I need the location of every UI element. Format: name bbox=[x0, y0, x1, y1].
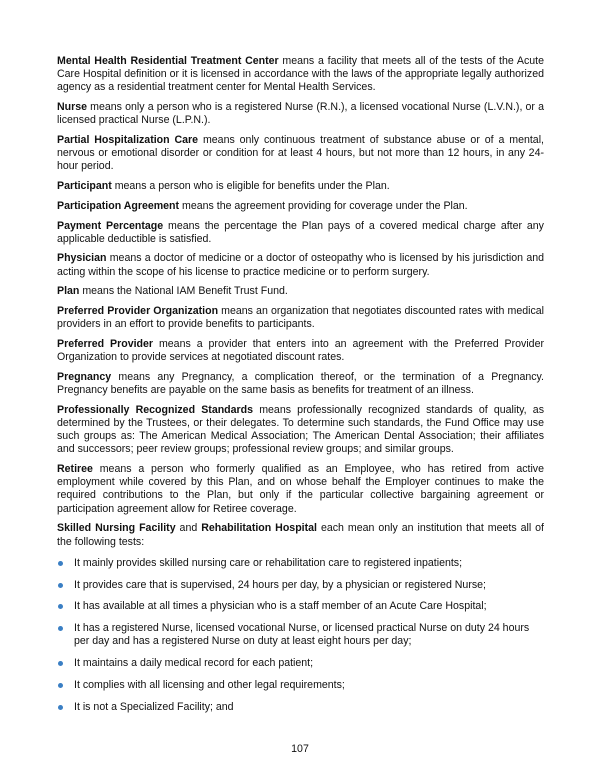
definition-term: Skilled Nursing Facility bbox=[57, 522, 176, 535]
list-item-text: It provides care that is supervised, 24 hours per day, by a physician or registered Nurse; bbox=[74, 578, 486, 591]
bullet-icon bbox=[58, 604, 63, 609]
list-item-text: It maintains a daily medical record for each patient; bbox=[74, 657, 314, 670]
definition-text: means a doctor of medicine or a doctor of osteopathy who is licensed by his jurisdiction and acting within the scope of his license to practice medicine or to perform surgery. bbox=[57, 252, 544, 278]
requirements-list bbox=[57, 557, 544, 714]
list-item bbox=[57, 557, 544, 570]
definition-paragraph bbox=[57, 55, 544, 95]
definition-term: Pregnancy bbox=[57, 370, 112, 383]
definition-term: Retiree bbox=[57, 463, 93, 476]
definition-term: Payment Percentage bbox=[57, 219, 164, 232]
definition-paragraph bbox=[57, 200, 544, 213]
bullet-icon bbox=[58, 561, 63, 566]
list-item bbox=[57, 600, 544, 613]
bullet-icon bbox=[58, 705, 63, 710]
definition-text: each mean only an institution that meets all of the following tests: bbox=[57, 522, 545, 548]
definition-term: Participant bbox=[57, 180, 112, 193]
definition-paragraph bbox=[57, 371, 544, 397]
definition-term: Rehabilitation Hospital bbox=[201, 522, 317, 535]
list-item bbox=[57, 701, 544, 714]
definition-paragraph bbox=[57, 134, 544, 174]
list-item bbox=[57, 679, 544, 692]
bullet-icon bbox=[58, 661, 63, 666]
list-item bbox=[57, 622, 544, 648]
definition-paragraph bbox=[57, 252, 544, 278]
list-item-text: It is not a Specialized Facility; and bbox=[74, 700, 234, 713]
definition-paragraph bbox=[57, 285, 544, 298]
definition-text: means a person who is eligible for benefits under the Plan. bbox=[111, 180, 390, 193]
definition-text: means a provider that enters into an agreement with the Preferred Provider Organization to provide services at negotiated discount rates. bbox=[57, 337, 544, 364]
definition-term: Physician bbox=[57, 252, 107, 265]
page-number: 107 bbox=[291, 743, 309, 755]
definition-paragraph bbox=[57, 404, 544, 457]
definition-text: means a person who formerly qualified as an Employee, who has retired from active employment while covered by this Plan, and on whose behalf the Employer continues to make the required contributions to the Plan, but only if the particular collective bargaining agreement or participation agreement allow for Retiree coverage. bbox=[57, 463, 544, 515]
list-item-text: It mainly provides skilled nursing care or rehabilitation care to registered inpatients; bbox=[74, 556, 463, 569]
definition-term: Professionally Recognized Standards bbox=[57, 403, 254, 416]
definition-term: Nurse bbox=[57, 101, 88, 114]
definition-term: Partial Hospitalization Care bbox=[57, 134, 199, 147]
definition-text: means the agreement providing for coverage under the Plan. bbox=[179, 199, 468, 212]
definition-text: means a facility that meets all of the tests of the Acute Care Hospital definition or it is licensed in accordance with the laws of the appropriate legally authorized agency as a residential treatment center for Mental Health Services. bbox=[57, 55, 545, 94]
list-item-text: It has a registered Nurse, licensed vocational Nurse, or licensed practical Nurse on duty 24 hours per day and has a registered Nurse on duty at least eight hours per day; bbox=[74, 622, 530, 648]
definition-text: means the National IAM Benefit Trust Fund. bbox=[79, 285, 288, 298]
definition-term: Plan bbox=[57, 285, 80, 298]
definition-connector: and bbox=[175, 522, 202, 535]
bullet-icon bbox=[58, 583, 63, 588]
definition-paragraph bbox=[57, 101, 544, 127]
definition-paragraph bbox=[57, 522, 544, 548]
definition-text: means any Pregnancy, a complication thereof, or the termination of a Pregnancy. Pregnancy benefits are payable on the same basis as benefits for treatment of an illness. bbox=[57, 370, 544, 397]
definition-text: means professionally recognized standards of quality, as determined by the Trustees, or their delegates. To determine such standards, the Fund Office may use such groups as: The American Medical Association; The American Dental Association; their affiliates and successors; peer review groups; professional review groups; and similar groups. bbox=[57, 403, 544, 456]
definition-text: means only a person who is a registered Nurse (R.N.), a licensed vocational Nurse (L.V.N.), or a licensed practical Nurse (L.P.N.). bbox=[57, 101, 544, 127]
definitions-body bbox=[57, 55, 544, 723]
definition-text: means only continuous treatment of substance abuse or of a mental, nervous or emotional disorder or condition for at least 4 hours, but not more than 12 hours, in any 24-hour period. bbox=[57, 134, 544, 173]
list-item bbox=[57, 579, 544, 592]
definition-paragraph bbox=[57, 180, 544, 193]
definition-paragraph bbox=[57, 220, 544, 246]
definition-term: Participation Agreement bbox=[57, 199, 180, 212]
definition-text: means an organization that negotiates discounted rates with medical providers in an effort to provide benefits to participants. bbox=[57, 305, 544, 331]
bullet-icon bbox=[58, 626, 63, 631]
list-item bbox=[57, 657, 544, 670]
definition-paragraph bbox=[57, 305, 544, 331]
bullet-icon bbox=[58, 683, 63, 688]
list-item-text: It complies with all licensing and other legal requirements; bbox=[74, 678, 345, 691]
definition-term: Mental Health Residential Treatment Center bbox=[57, 55, 279, 67]
definition-paragraph bbox=[57, 463, 544, 516]
definition-term: Preferred Provider bbox=[57, 337, 154, 350]
definition-term: Preferred Provider Organization bbox=[57, 305, 219, 318]
definition-text: means the percentage the Plan pays of a covered medical charge after any applicable deductible is satisfied. bbox=[57, 219, 544, 245]
definition-paragraph bbox=[57, 338, 544, 364]
list-item-text: It has available at all times a physician who is a staff member of an Acute Care Hospital; bbox=[74, 600, 487, 613]
